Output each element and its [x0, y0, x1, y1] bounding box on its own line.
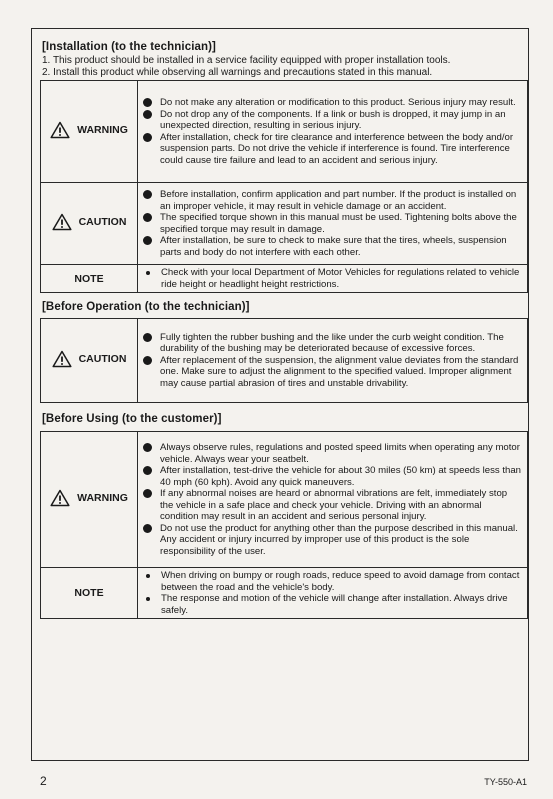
installation-intro — [42, 55, 450, 79]
list-item-text: Fully tighten the rubber bushing and the like under the curb weight condition. The durability of the bushing may be deteriorated because of excessive forces. — [160, 331, 504, 355]
bullet-icon — [143, 466, 152, 475]
installation-table — [40, 80, 528, 293]
row-label-text: NOTE — [74, 587, 104, 599]
bullet-icon — [143, 213, 152, 222]
warning-triangle-icon — [52, 213, 72, 231]
bullet-icon — [143, 333, 152, 342]
list-item — [142, 593, 521, 616]
table-row — [41, 183, 528, 265]
bullet-icon — [143, 524, 152, 533]
warning-triangle-icon — [50, 489, 70, 507]
list-item-text: After installation, be sure to check to make sure that the tires, wheels, suspension parts and body do not interfere with each other. — [160, 235, 507, 258]
list-item — [142, 267, 521, 290]
list-item-text: After installation, test-drive the vehicle for about 30 miles (50 km) at speeds less than 40 mph (60 kph). Avoid any quick maneuvers. — [160, 465, 522, 488]
list-item-text: If any abnormal noises are heard or abnormal vibrations are felt, immediately stop the vehicle in a safe place and check your vehicle. Driving with an abnormal condition may result in an accident and serious personal injury. — [160, 488, 508, 522]
bullet-icon — [143, 443, 152, 452]
list-item-text: Always observe rules, regulations and posted speed limits when operating any motor vehicle. Always wear your seatbelt. — [160, 442, 520, 465]
list-item — [142, 189, 521, 212]
page-number: 2 — [40, 774, 47, 788]
row-label — [50, 121, 128, 139]
list-item-text: The response and motion of the vehicle will change after installation. Always drive safely. — [161, 593, 508, 616]
row-content-cell — [138, 319, 528, 403]
row-label-cell — [41, 319, 138, 403]
list-item-text: Before installation, confirm application and part number. If the product is installed on an improper vehicle, it may result in vehicle damage or an accident. — [160, 189, 517, 212]
list-item-text: After replacement of the suspension, the alignment value deviates from the standard one. Make sure to adjust the alignment to the specified valued. Improper alignment may cause partial abrasion of tires and unstable drivability. — [160, 354, 519, 389]
bullet-icon — [143, 236, 152, 245]
bullet-icon — [143, 489, 152, 498]
table-row — [41, 319, 528, 403]
before-operation-table — [40, 318, 528, 403]
row-label-cell — [41, 568, 138, 619]
list-item — [142, 488, 521, 523]
small-bullet-icon — [146, 597, 150, 601]
section-title-installation: [Installation (to the technician)] — [42, 41, 216, 53]
bullet-icon — [143, 356, 152, 365]
row-label-cell — [41, 265, 138, 293]
list-item — [142, 212, 521, 235]
row-label-cell — [41, 81, 138, 183]
row-label-text: WARNING — [77, 492, 128, 504]
before-using-table — [40, 431, 528, 619]
list-item-text: Do not use the product for anything other than the purpose described in this manual. Any accident or injury incurred by improper use of this product is the sole responsibility of the user. — [160, 522, 518, 557]
intro-line-2: 2. Install this product while observing all warnings and precautions stated in this manual. — [42, 67, 433, 78]
table-row — [41, 568, 528, 619]
row-label — [52, 350, 127, 368]
list-item — [142, 355, 521, 390]
section-title-before-using: [Before Using (to the customer)] — [42, 413, 222, 425]
small-bullet-icon — [146, 271, 150, 275]
warning-triangle-icon — [52, 350, 72, 368]
row-label — [50, 489, 128, 507]
bullet-icon — [143, 133, 152, 142]
list-item — [142, 235, 521, 258]
intro-line-1: 1. This product should be installed in a service facility equipped with proper installation tools. — [42, 55, 451, 66]
list-item — [142, 442, 521, 465]
row-content-cell — [138, 432, 528, 568]
row-label-text: NOTE — [74, 272, 104, 285]
list-item-text: The specified torque shown in this manual must be used. Tightening bolts above the specified torque may result in damage. — [160, 212, 517, 235]
document-code: TY-550-A1 — [484, 777, 527, 787]
table-row — [41, 432, 528, 568]
bullet-icon — [143, 190, 152, 199]
list-item — [142, 523, 521, 558]
bullet-icon — [143, 110, 152, 119]
list-item — [142, 332, 521, 355]
row-label-cell — [41, 183, 138, 265]
row-label-text: CAUTION — [78, 353, 127, 365]
list-item-text: Do not make any alteration or modification to this product. Serious injury may result. — [160, 97, 516, 108]
row-label-cell — [41, 432, 138, 568]
list-item — [142, 132, 521, 167]
section-title-before-operation: [Before Operation (to the technician)] — [42, 301, 250, 313]
list-item — [142, 109, 521, 132]
row-label-text: CAUTION — [78, 216, 127, 228]
row-label — [74, 587, 103, 599]
row-content-cell — [138, 568, 528, 619]
row-label — [74, 273, 103, 285]
list-item — [142, 570, 521, 593]
bullet-icon — [143, 98, 152, 107]
list-item-text: Do not drop any of the components. If a link or bush is dropped, it may jump in an unexpected direction, resulting in serious injury. — [160, 108, 506, 131]
row-label-text: WARNING — [77, 124, 128, 136]
list-item — [142, 97, 521, 109]
small-bullet-icon — [146, 574, 150, 578]
table-row — [41, 81, 528, 183]
row-content-cell — [138, 183, 528, 265]
list-item-text: Check with your local Department of Motor Vehicles for regulations related to vehicle ride height or headlight height restrictions. — [161, 267, 520, 290]
list-item-text: After installation, check for tire clearance and interference between the body and/or suspension parts. Do not drive the vehicle if interference is found. Tire interference could cause tire failure and lead to an accident and serious injury. — [160, 131, 514, 166]
row-label — [52, 213, 127, 231]
list-item-text: When driving on bumpy or rough roads, reduce speed to avoid damage from contact between the road and the vehicle's body. — [161, 570, 520, 593]
table-row — [41, 265, 528, 293]
warning-triangle-icon — [50, 121, 70, 139]
row-content-cell — [138, 81, 528, 183]
list-item — [142, 465, 521, 488]
row-content-cell — [138, 265, 528, 293]
